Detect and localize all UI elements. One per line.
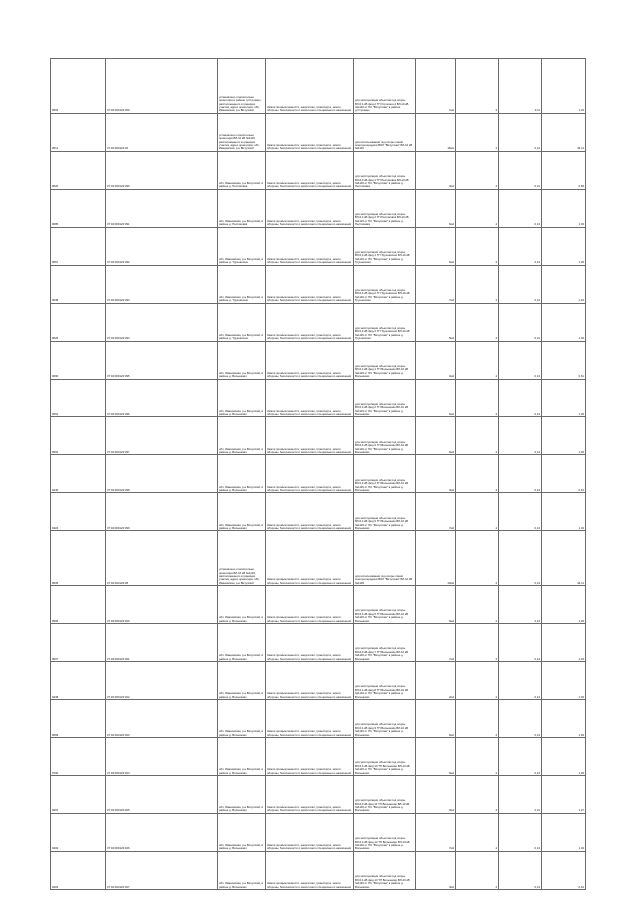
area-number: 7 <box>448 656 451 661</box>
table-row <box>51 417 586 455</box>
row-id: 9597 <box>51 624 106 662</box>
row-id: 9690 <box>51 341 106 379</box>
tariff-two: 0,13 <box>499 341 542 379</box>
tariff-one: 4 <box>456 493 499 531</box>
area-value <box>416 624 456 662</box>
table-row <box>51 113 586 151</box>
permitted-use: для эксплуатации объектов под опоры ВЛ-0,4 кВ фид.1 ТП Трушнихино ВЛ-10 кВ №1119 от ПС "Вичугская" в районе д. Трушнихино <box>354 227 416 265</box>
row-id: 9535 <box>51 531 106 586</box>
tariff-two: 0,13 <box>499 851 542 889</box>
area-unit: м2 <box>450 770 454 775</box>
cadastral-number: 37:02:000123:38 <box>106 531 218 586</box>
location-description: обл. Ивановская, р-н Вичугский, в районе д. Пестяковка <box>218 189 266 227</box>
area-unit: м2 <box>450 618 454 623</box>
tariff-one: 4 <box>456 59 499 114</box>
area-number: 7 <box>448 525 451 530</box>
permitted-use: для эксплуатации объектов под опоры ВЛ-0,4 кВ фид.2 ТП Волынково ВЛ-10 кВ №1119 от ПС "Вичугская" в районе д. Волынково <box>354 379 416 417</box>
tariff-one: 4 <box>456 341 499 379</box>
area-value <box>416 493 456 531</box>
area-value <box>416 813 456 851</box>
land-category: Земли промышленности, энергетики, транспорта, земли обороны, безопасности и земли иного специального назначения <box>266 417 354 455</box>
tariff-two: 0,13 <box>499 303 542 341</box>
payment-value: 1,27 <box>542 775 586 813</box>
cadastral-number: 37:02:000123:36 <box>106 113 218 151</box>
tariff-one: 4 <box>456 624 499 662</box>
land-category: Земли промышленности, энергетики, транспорта, земли обороны, безопасности и земли иного специального назначения <box>266 737 354 775</box>
table-row <box>51 59 586 114</box>
tariff-two: 0,13 <box>499 151 542 189</box>
land-category: Земли промышленности, энергетики, транспорта, земли обороны, безопасности и земли иного специального назначения <box>266 189 354 227</box>
area-number: 6 <box>448 732 451 737</box>
area-number: 4 <box>448 184 451 189</box>
land-plots-table <box>50 58 586 890</box>
location-description: обл. Ивановская, р-н Вичугский, в районе д. Волынково <box>218 851 266 889</box>
permitted-use: для эксплуатации объектов под опоры ВЛ-0,4 кВ фид.4 ТП Волынково ВЛ-10 кВ №1119 от ПС "Вичугская" в районе д. Волынково <box>354 455 416 493</box>
row-id: 9403 <box>51 851 106 889</box>
row-id: 9402 <box>51 813 106 851</box>
cadastral-number: 37:02:000123:390 <box>106 151 218 189</box>
area-value <box>416 379 456 417</box>
tariff-two: 0,13 <box>499 662 542 700</box>
row-id: 9514 <box>51 113 106 151</box>
tariff-two: 0,13 <box>499 624 542 662</box>
tariff-one: 4 <box>456 737 499 775</box>
row-id: 9503 <box>51 59 106 114</box>
area-number: 3 <box>448 487 451 492</box>
row-id: 9699 <box>51 700 106 738</box>
location-description: обл. Ивановская, р-н Вичугский, в районе д. Волынково <box>218 455 266 493</box>
land-category: Земли промышленности, энергетики, транспорта, земли обороны, безопасности и земли иного специального назначения <box>266 303 354 341</box>
area-number: 6 <box>448 222 451 227</box>
area-unit: м2 <box>450 656 454 661</box>
area-number: 6 <box>448 412 451 417</box>
row-id: 9638 <box>51 265 106 303</box>
area-value <box>416 700 456 738</box>
tariff-one: 4 <box>456 189 499 227</box>
permitted-use: для эксплуатации объектов под опоры ВЛ-0,4 кВ фид.1 ТП Пестяковка ВЛ-10 кВ №1119 от ПС "Вичугская" в районе д. Пестяковка <box>354 151 416 189</box>
table-row <box>51 265 586 303</box>
land-category: Земли промышленности, энергетики, транспорта, земли обороны, безопасности и земли иного специального назначения <box>266 151 354 189</box>
table-row <box>51 455 586 493</box>
row-id: 9438 <box>51 662 106 700</box>
row-id: 9620 <box>51 151 106 189</box>
payment-value: 34,11 <box>542 531 586 586</box>
tariff-one: 4 <box>456 265 499 303</box>
table-row <box>51 624 586 662</box>
tariff-two: 0,13 <box>499 531 542 586</box>
tariff-one: 4 <box>456 813 499 851</box>
tariff-one: 4 <box>456 775 499 813</box>
land-category: Земли промышленности, энергетики, транспорта, земли обороны, безопасности и земли иного специального назначения <box>266 813 354 851</box>
payment-value: 1,93 <box>542 700 586 738</box>
area-unit: м2 <box>450 336 454 341</box>
area-number: 7 <box>448 108 451 113</box>
tariff-two: 0,13 <box>499 189 542 227</box>
area-unit: м2 <box>450 580 454 585</box>
permitted-use: для эксплуатации объектов под опоры ВЛ-0,4 кВ фид.1 ТП Волынково ВЛ-10 кВ №1119 от ПС "Вичугская" в районе д. Волынково <box>354 341 416 379</box>
area-value <box>416 417 456 455</box>
location-description: установлено относительно ориентира ВЛ-10 кВ №1119, расположенного в границах участка, адрес ориентира: обл. Ивановская, р-н Вичугский <box>218 113 266 151</box>
area-unit: м2 <box>450 298 454 303</box>
permitted-use: для эксплуатации объектов под опоры ВЛ-0,4 кВ фид.12 ТП Волынково ВЛ-10 кВ №1119 от ПС "Вичугская" в районе д. Волынково <box>354 813 416 851</box>
area-number: 6 <box>448 450 451 454</box>
table-body <box>51 59 586 890</box>
tariff-two: 0,13 <box>499 493 542 531</box>
location-description: обл. Ивановская, р-н Вичугский, в районе д. Пестяковка <box>218 151 266 189</box>
payment-value: 1,43 <box>542 624 586 662</box>
area-value <box>416 151 456 189</box>
payment-value: 1,93 <box>542 417 586 455</box>
land-category: Земли промышленности, энергетики, транспорта, земли обороны, безопасности и земли иного специального назначения <box>266 379 354 417</box>
payment-value: 0,61 <box>542 455 586 493</box>
location-description: обл. Ивановская, р-н Вичугский, в районе д. Волынково <box>218 737 266 775</box>
permitted-use: для эксплуатации объектов под опоры ВЛ-0,4 кВ фид.3 ТП Волынково ВЛ-10 кВ №1119 от ПС "Вичугская" в районе д. Волынково <box>354 417 416 455</box>
table-row <box>51 531 586 586</box>
land-category: Земли промышленности, энергетики, транспорта, земли обороны, безопасности и земли иного специального назначения <box>266 227 354 265</box>
location-description: обл. Ивановская, р-н Вичугский, в районе д. Трушнихино <box>218 265 266 303</box>
area-value <box>416 113 456 151</box>
permitted-use: для эксплуатации объектов под опоры ВЛ-0,4 кВ фид.10 ТП Волынково ВЛ-10 кВ №1119 от ПС "Вичугская" в районе д. Волынково <box>354 737 416 775</box>
row-id: 9685 <box>51 189 106 227</box>
tariff-two: 2,13 <box>499 775 542 813</box>
payment-value: 1,43 <box>542 59 586 114</box>
area-unit: м2 <box>450 412 454 417</box>
land-category: Земли промышленности, энергетики, транспорта, земли обороны, безопасности и земли иного специального назначения <box>266 265 354 303</box>
area-number: 6 <box>448 618 451 623</box>
land-category: Земли промышленности, энергетики, транспорта, земли обороны, безопасности и земли иного специального назначения <box>266 624 354 662</box>
cadastral-number: 37:02:000123:404 <box>106 737 218 775</box>
area-number: 3 <box>448 374 451 379</box>
area-number: 5 <box>448 336 451 341</box>
table-row <box>51 700 586 738</box>
land-category: Земли промышленности, энергетики, транспорта, земли обороны, безопасности и земли иного специального назначения <box>266 775 354 813</box>
land-category: Земли промышленности, энергетики, транспорта, земли обороны, безопасности и земли иного специального назначения <box>266 700 354 738</box>
location-description: установлено относительно ориентира в районе д.Строкино, расположенного в границах участка, адрес ориентира: обл. Ивановская, р-н Вичугский <box>218 59 266 114</box>
area-number: 7 <box>448 298 451 303</box>
permitted-use: для эксплуатации объектов под опоры ВЛ-0,4 кВ фид.5 ТП Волынково ВЛ-10 кВ №1119 от ПС "Вичугская" в районе д. Волынково <box>354 493 416 531</box>
payment-value: 1,33 <box>542 189 586 227</box>
tariff-one: 4 <box>456 700 499 738</box>
area-unit: м2 <box>450 374 454 379</box>
area-value <box>416 189 456 227</box>
land-category: Земли промышленности, энергетики, транспорта, земли обороны, безопасности и земли иного специального назначения <box>266 531 354 586</box>
area-unit: м2 <box>450 846 454 851</box>
cadastral-number: 37:02:000123:391 <box>106 189 218 227</box>
area-number: 16 <box>447 580 451 585</box>
row-id: 9591 <box>51 379 106 417</box>
cadastral-number: 37:02:000123:407 <box>106 851 218 889</box>
area-unit: м2 <box>450 884 454 889</box>
row-id: 9592 <box>51 417 106 455</box>
location-description: обл. Ивановская, р-н Вичугский, в районе д. Волынково <box>218 775 266 813</box>
table-row <box>51 737 586 775</box>
area-unit: м2 <box>450 222 454 227</box>
table-row <box>51 379 586 417</box>
tariff-one: 4 <box>456 113 499 151</box>
area-unit: м2 <box>450 525 454 530</box>
land-category: Земли промышленности, энергетики, транспорта, земли обороны, безопасности и земли иного специального назначения <box>266 455 354 493</box>
area-value <box>416 265 456 303</box>
area-number: 16 <box>447 146 451 151</box>
cadastral-number: 37:02:000123:392 <box>106 227 218 265</box>
table-row <box>51 775 586 813</box>
table-row <box>51 151 586 189</box>
cadastral-number: 37:02:000123:405 <box>106 775 218 813</box>
area-value <box>416 59 456 114</box>
area-unit: м2 <box>450 450 454 454</box>
tariff-two: 0,11 <box>499 59 542 114</box>
cadastral-number: 37:02:000123:406 <box>106 813 218 851</box>
permitted-use: для эксплуатации объектов под опоры ВЛ-0,4 кВ фид.2 ТП Пестяковка ВЛ-10 кВ №1119 от ПС "Вичугская" в районе д. Пестяковка <box>354 189 416 227</box>
permitted-use: для эксплуатации объектов под опоры ВЛ-0,4 кВ фид.8 ТП Волынково ВЛ-10 кВ №1119 от ПС "Вичугская" в районе д. Волынково <box>354 662 416 700</box>
cadastral-number: 37:02:000123:401 <box>106 624 218 662</box>
land-category: Земли промышленности, энергетики, транспорта, земли обороны, безопасности и земли иного специального назначения <box>266 662 354 700</box>
permitted-use: для использования под опоры линии электропередачи ВОЛ "Вичугская" ВЛ-10 кВ №1120 <box>354 531 416 586</box>
tariff-two: 0,13 <box>499 113 542 151</box>
permitted-use: для эксплуатации объектов под опоры ВЛ-0,4 кВ фид.7 ТП Волынково ВЛ-10 кВ №1119 от ПС "Вичугская" в районе д. Волынково <box>354 624 416 662</box>
table-row <box>51 341 586 379</box>
location-description: обл. Ивановская, р-н Вичугский, в районе д. Волынково <box>218 813 266 851</box>
area-number: 6 <box>448 770 451 775</box>
cadastral-number: 37:02:000123:397 <box>106 417 218 455</box>
payment-value: 1,93 <box>542 379 586 417</box>
row-id: 9401 <box>51 775 106 813</box>
location-description: обл. Ивановская, р-н Вичугский, в районе д. Волынково <box>218 341 266 379</box>
tariff-one: 4 <box>456 851 499 889</box>
tariff-one: 4 <box>456 417 499 455</box>
tariff-one: 4 <box>456 151 499 189</box>
payment-value: 0,83 <box>542 151 586 189</box>
area-number: 3 <box>448 808 451 813</box>
tariff-two: 0,13 <box>499 455 542 493</box>
area-value <box>416 531 456 586</box>
payment-value: 0,61 <box>542 341 586 379</box>
area-unit: м2 <box>450 808 454 813</box>
row-id: 9657 <box>51 227 106 265</box>
location-description: обл. Ивановская, р-н Вичугский, в районе д. Волынково <box>218 586 266 624</box>
tariff-two: 0,13 <box>499 737 542 775</box>
location-description: обл. Ивановская, р-н Вичугский, в районе д. Волынково <box>218 624 266 662</box>
permitted-use: для эксплуатации объектов под опоры ВЛ-0,4 кВ фид.13 ТП Волынково ВЛ-10 кВ №1119 от ПС "Вичугская" в районе д. Волынково <box>354 851 416 889</box>
tariff-one: 4 <box>456 531 499 586</box>
cadastral-number: 37:02:000123:399 <box>106 493 218 531</box>
cadastral-number: 37:02:000123:393 <box>106 265 218 303</box>
table-row <box>51 227 586 265</box>
permitted-use: для эксплуатации объектов под опоры ВЛ-0,4 кВ фид.3 ТП Трушнихино ВЛ-10 кВ №1119 от ПС "Вичугская" в районе д. Трушнихино <box>354 303 416 341</box>
land-category: Земли промышленности, энергетики, транспорта, земли обороны, безопасности и земли иного специального назначения <box>266 341 354 379</box>
tariff-two: 2,13 <box>499 227 542 265</box>
tariff-one: 4 <box>456 379 499 417</box>
permitted-use: для эксплуатации объектов под опоры ВЛ-0,4 кВ фид.2 ТП Трушнихино ВЛ-10 кВ №1119 от ПС "Вичугская" в районе д. Трушнихино <box>354 265 416 303</box>
location-description: обл. Ивановская, р-н Вичугский, в районе д. Волынково <box>218 417 266 455</box>
land-category: Земли промышленности, энергетики, транспорта, земли обороны, безопасности и земли иного специального назначения <box>266 113 354 151</box>
area-value <box>416 737 456 775</box>
permitted-use: для эксплуатации объектов под опоры ВЛ-0,4 кВ фид.6 ТП Волынково ВЛ-10 кВ №1119 от ПС "Вичугская" в районе д. Волынково <box>354 586 416 624</box>
tariff-one: 4 <box>456 662 499 700</box>
payment-value: 1,43 <box>542 493 586 531</box>
area-unit: м2 <box>450 732 454 737</box>
area-number: 3 <box>448 884 451 889</box>
area-unit: м2 <box>450 184 454 189</box>
location-description: обл. Ивановская, р-н Вичугский, в районе д. Трушнихино <box>218 227 266 265</box>
area-value <box>416 341 456 379</box>
land-category: Земли промышленности, энергетики, транспорта, земли обороны, безопасности и земли иного специального назначения <box>266 59 354 114</box>
table-row <box>51 189 586 227</box>
area-value <box>416 662 456 700</box>
cadastral-number: 37:02:000123:403 <box>106 700 218 738</box>
table-row <box>51 303 586 341</box>
payment-value: 1,93 <box>542 586 586 624</box>
permitted-use: для эксплуатации объектов под опоры ВЛ-0,4 кВ фид.2 ТП Строкино-2 ВЛ-10 кВ №1119 от ПС "Вичугская" в районе д.Строкино <box>354 59 416 114</box>
payment-value: 1,03 <box>542 303 586 341</box>
location-description: установлено относительно ориентира ВЛ-10 кВ №1120, расположенного в границах участка, адрес ориентира: обл. Ивановская, р-н Вичугский <box>218 531 266 586</box>
area-unit: м2 <box>450 487 454 492</box>
cadastral-number: 37:02:000123:395 <box>106 341 218 379</box>
tariff-two: 0,13 <box>499 379 542 417</box>
location-description: обл. Ивановская, р-н Вичугский, в районе д. Волынково <box>218 379 266 417</box>
table-row <box>51 813 586 851</box>
land-category: Земли промышленности, энергетики, транспорта, земли обороны, безопасности и земли иного специального назначения <box>266 851 354 889</box>
payment-value: 1,93 <box>542 227 586 265</box>
cadastral-number: 37:02:000123:400 <box>106 586 218 624</box>
row-id: 9440 <box>51 455 106 493</box>
permitted-use: для эксплуатации объектов под опоры ВЛ-0,4 кВ фид.9 ТП Волынково ВЛ-10 кВ №1119 от ПС "Вичугская" в районе д. Волынково <box>354 700 416 738</box>
row-id: 9700 <box>51 737 106 775</box>
payment-value: 1,43 <box>542 265 586 303</box>
area-unit: м2 <box>450 146 454 151</box>
cadastral-number: 37:02:000123:396 <box>106 379 218 417</box>
table-row <box>51 662 586 700</box>
tariff-one: 4 <box>456 586 499 624</box>
land-category: Земли промышленности, энергетики, транспорта, земли обороны, безопасности и земли иного специального назначения <box>266 493 354 531</box>
tariff-one: 4 <box>456 303 499 341</box>
area-value <box>416 455 456 493</box>
location-description: обл. Ивановская, р-н Вичугский, в районе д. Волынково <box>218 700 266 738</box>
row-id: 9424 <box>51 493 106 531</box>
tariff-two: 0,13 <box>499 700 542 738</box>
area-unit: м2 <box>450 108 454 113</box>
area-unit: м2 <box>450 694 454 699</box>
area-value <box>416 303 456 341</box>
location-description: обл. Ивановская, р-н Вичугский, в районе д. Трушнихино <box>218 303 266 341</box>
area-number: 2 <box>448 694 451 699</box>
area-value <box>416 851 456 889</box>
tariff-one: 4 <box>456 455 499 493</box>
cadastral-number: 37:02:000123:394 <box>106 303 218 341</box>
table-row <box>51 851 586 889</box>
row-id: 9595 <box>51 586 106 624</box>
payment-value: 1,49 <box>542 662 586 700</box>
permitted-use: для использования под опоры линии электропередачи ВОЛ "Вичугская" ВЛ-10 кВ №1119 <box>354 113 416 151</box>
cadastral-number: 37:02:000123:369 <box>106 59 218 114</box>
payment-value: 34,11 <box>542 113 586 151</box>
payment-value: 1,43 <box>542 813 586 851</box>
payment-value: 0,61 <box>542 851 586 889</box>
tariff-two: 2,13 <box>499 586 542 624</box>
table-row <box>51 493 586 531</box>
area-value <box>416 586 456 624</box>
location-description: обл. Ивановская, р-н Вичугский, в районе д. Волынково <box>218 493 266 531</box>
area-unit: м2 <box>450 260 454 265</box>
permitted-use: для эксплуатации объектов под опоры ВЛ-0,4 кВ фид.11 ТП Волынково ВЛ-10 кВ №1119 от ПС "Вичугская" в районе д. Волынково <box>354 775 416 813</box>
area-number: 7 <box>448 846 451 851</box>
cadastral-number: 37:02:000123:398 <box>106 455 218 493</box>
row-id: 9625 <box>51 303 106 341</box>
table-row <box>51 586 586 624</box>
land-category: Земли промышленности, энергетики, транспорта, земли обороны, безопасности и земли иного специального назначения <box>266 586 354 624</box>
tariff-two: 0,13 <box>499 417 542 455</box>
tariff-two: 0,13 <box>499 813 542 851</box>
area-value <box>416 227 456 265</box>
location-description: обл. Ивановская, р-н Вичугский, в районе д. Волынково <box>218 662 266 700</box>
payment-value: 1,93 <box>542 737 586 775</box>
area-value <box>416 775 456 813</box>
tariff-two: 0,13 <box>499 265 542 303</box>
tariff-one: 4 <box>456 227 499 265</box>
cadastral-number: 37:02:000123:402 <box>106 662 218 700</box>
area-number: 6 <box>448 260 451 265</box>
